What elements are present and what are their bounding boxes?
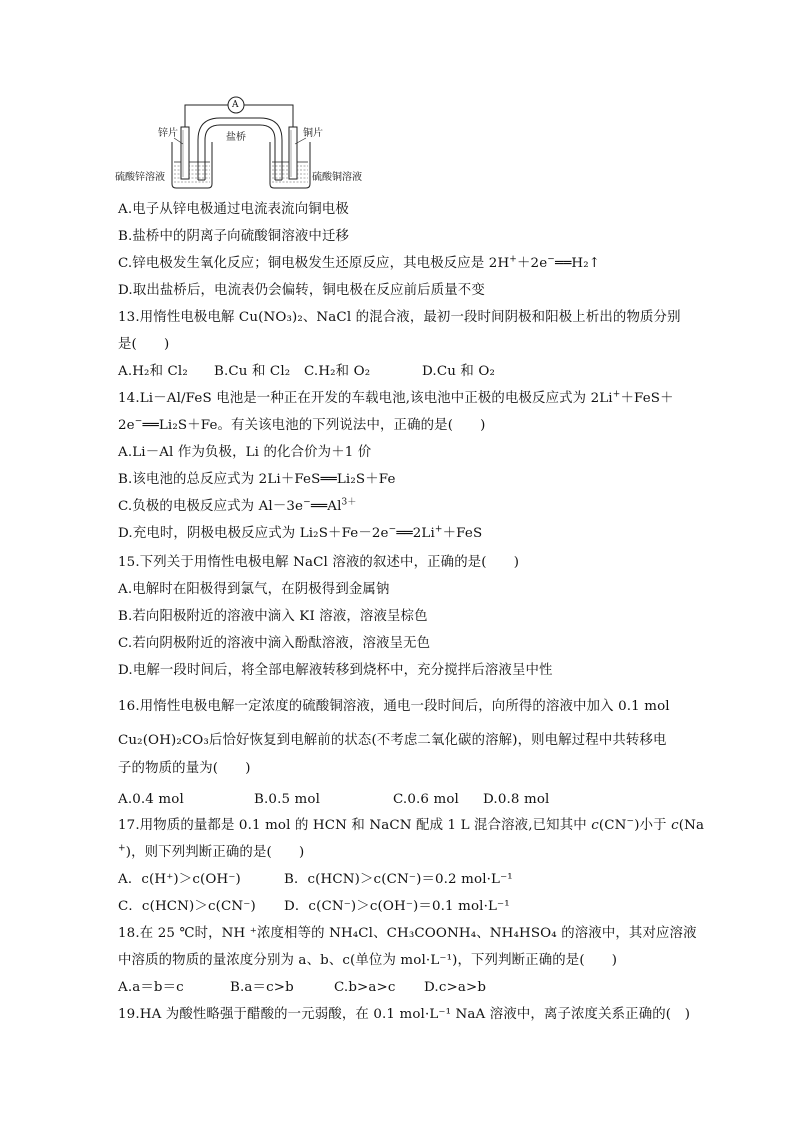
q17-option-b: B．c(HCN)＞c(CN⁻)＝0.2 mol·L⁻¹ bbox=[284, 872, 513, 887]
q17-option-d: D．c(CN⁻)＞c(OH⁻)＝0.1 mol·L⁻¹ bbox=[284, 899, 510, 914]
q14-option-c bbox=[118, 498, 357, 516]
q12-c-sup1: + bbox=[509, 254, 517, 265]
q14-d-sup1: − bbox=[388, 524, 397, 535]
q18-stem1: 18.在 25 ℃时，NH ⁺浓度相等的 NH₄Cl、CH₃COONH₄、NH₄HSO₄ 的溶液中，其对应溶液 bbox=[118, 926, 697, 941]
q15-a-text: A.电解时在阳极得到氯气，在阴极得到金属钠 bbox=[118, 582, 390, 597]
q12-c-mid: ＋2e bbox=[517, 256, 548, 271]
q16-option-b: B.0.5 mol bbox=[254, 792, 321, 807]
q13-stem-line1 bbox=[118, 309, 681, 327]
q16-options bbox=[118, 791, 549, 809]
galvanic-cell-diagram bbox=[115, 92, 400, 192]
q14-d-post: ＋FeS bbox=[442, 526, 483, 541]
q17-stem1-post: )小于 bbox=[634, 818, 672, 833]
galvanic-cell-drawing bbox=[150, 92, 400, 192]
q18-stem-line1 bbox=[118, 925, 697, 943]
q15-b-text: B.若向阳极附近的溶液中滴入 KI 溶液，溶液呈棕色 bbox=[118, 609, 428, 624]
q15-option-a bbox=[118, 581, 390, 599]
q14-stem1-sup: + bbox=[612, 389, 621, 400]
q14-stem-line1 bbox=[118, 390, 674, 408]
q16-stem1: 16.用惰性电极电解一定浓度的硫酸铜溶液，通电一段时间后，向所得的溶液中加入 0.1 mol bbox=[118, 699, 670, 714]
q12-d-text: D.取出盐桥后，电流表仍会偏转，铜电极在反应前后质量不变 bbox=[118, 283, 485, 298]
ammeter-symbol: A bbox=[232, 100, 239, 110]
q14-d-mid: ══2Li bbox=[396, 526, 435, 541]
q12-option-d bbox=[118, 282, 485, 300]
q17-stem-line2 bbox=[118, 844, 304, 862]
q14-stem1-post: ＋FeS＋ bbox=[620, 391, 674, 406]
q17-stem1-c2: c bbox=[671, 818, 679, 833]
q12-option-b bbox=[118, 228, 349, 246]
q13-option-d: D.Cu 和 O₂ bbox=[422, 364, 495, 379]
q16-option-a: A.0.4 mol bbox=[118, 792, 184, 807]
q18-stem-line2 bbox=[118, 952, 617, 970]
q15-option-b bbox=[118, 608, 428, 626]
left-solution-label: 硫酸锌溶液 bbox=[115, 172, 165, 183]
q16-stem-line1 bbox=[118, 698, 670, 716]
q17-stem1-mid: (CN bbox=[598, 818, 627, 833]
q15-option-c bbox=[118, 635, 430, 653]
q17-stem1-sup: − bbox=[626, 816, 635, 827]
q14-c-pre: C.负极的电极反应式为 Al－3e bbox=[118, 499, 304, 514]
q18-option-c: C.b>a>c bbox=[334, 980, 396, 995]
q14-stem-line2 bbox=[118, 417, 486, 435]
q12-b-text: B.盐桥中的阴离子向硫酸铜溶液中迁移 bbox=[118, 229, 350, 244]
q19-stem bbox=[118, 1006, 690, 1024]
q17-stem2-sup: + bbox=[118, 843, 126, 854]
q14-stem2-sup: − bbox=[134, 416, 143, 427]
q18-option-d: D.c>a>b bbox=[424, 980, 487, 995]
q17-stem-line1 bbox=[118, 817, 704, 835]
q14-c-sup2: 3＋ bbox=[341, 497, 357, 508]
q17-option-a: A．c(H⁺)＞c(OH⁻) bbox=[118, 872, 241, 887]
q12-option-c bbox=[118, 255, 600, 273]
q14-d-pre: D.充电时，阴极电极反应式为 Li₂S＋Fe－2e bbox=[118, 526, 389, 541]
q17-stem1-end: (Na bbox=[678, 818, 705, 833]
q14-c-mid: ══Al bbox=[310, 499, 342, 514]
q17-stem2-post: )，则下列判断正确的是( ) bbox=[125, 845, 305, 860]
q12-c-sup2: − bbox=[547, 254, 555, 265]
q16-stem2: Cu₂(OH)₂CO₃后恰好恢复到电解前的状态(不考虑二氧化碳的溶解)，则电解过程中共转移电 bbox=[118, 733, 667, 748]
q14-stem1-pre: 14.Li－Al/FeS 电池是一种正在开发的车载电池,该电池中正极的电极反应式为 2Li bbox=[118, 391, 613, 406]
q13-option-b: B.Cu 和 Cl₂ bbox=[214, 364, 291, 379]
q14-option-a bbox=[118, 444, 371, 462]
q12-a-text: A.电子从锌电极通过电流表流向铜电极 bbox=[118, 202, 349, 217]
zinc-label: 锌片 bbox=[158, 128, 178, 139]
q12-option-a bbox=[118, 201, 349, 219]
q13-stem1: 13.用惰性电极电解 Cu(NO₃)₂、NaCl 的混合液，最初一段时间阴极和阳极上析出的物质分别 bbox=[118, 310, 681, 325]
q15-stem-text: 15.下列关于用惰性电极电解 NaCl 溶液的叙述中，正确的是( ) bbox=[118, 555, 520, 570]
q14-stem2-pre: 2e bbox=[118, 418, 135, 433]
q15-option-d bbox=[118, 662, 553, 680]
q18-option-b: B.a＝c>b bbox=[230, 980, 294, 995]
copper-electrode-icon bbox=[289, 127, 297, 179]
q12-c-post: ══H₂↑ bbox=[555, 256, 601, 271]
right-solution-label: 硫酸铜溶液 bbox=[312, 172, 362, 183]
q12-c-pre: C.锌电极发生氧化反应；铜电极发生还原反应，其电极反应是 2H bbox=[118, 256, 510, 271]
q13-option-a: A.H₂和 Cl₂ bbox=[118, 364, 188, 379]
q14-option-b bbox=[118, 471, 396, 489]
q13-options bbox=[118, 363, 495, 381]
q14-d-sup2: + bbox=[434, 524, 443, 535]
q18-options bbox=[118, 979, 486, 997]
q18-option-a: A.a＝b＝c bbox=[118, 980, 184, 995]
q13-option-c: C.H₂和 O₂ bbox=[304, 364, 371, 379]
q16-option-d: D.0.8 mol bbox=[483, 792, 550, 807]
q16-option-c: C.0.6 mol bbox=[393, 792, 459, 807]
zinc-electrode-icon bbox=[181, 127, 189, 179]
left-beaker-icon bbox=[172, 142, 212, 188]
q14-c-sup1: − bbox=[303, 497, 311, 508]
q16-stem-line2 bbox=[118, 732, 667, 750]
q17-options-row1 bbox=[118, 871, 513, 889]
q17-stem1-c: c bbox=[591, 818, 599, 833]
q13-stem-line2 bbox=[118, 336, 169, 354]
q16-stem3: 子的物质的量为( ) bbox=[118, 761, 251, 776]
q15-c-text: C.若向阴极附近的溶液中滴入酚酞溶液，溶液呈无色 bbox=[118, 636, 431, 651]
q17-options-row2 bbox=[118, 898, 510, 916]
copper-label: 铜片 bbox=[303, 128, 323, 139]
q14-a-text: A.Li－Al 作为负极，Li 的化合价为＋1 价 bbox=[118, 445, 372, 460]
q19-stem-text: 19.HA 为酸性略强于醋酸的一元弱酸，在 0.1 mol·L⁻¹ NaA 溶液中，离子浓度关系正确的( ) bbox=[118, 1007, 691, 1022]
q16-stem-line3 bbox=[118, 760, 251, 778]
q17-stem1-pre: 17.用物质的量都是 0.1 mol 的 HCN 和 NaCN 配成 1 L 混合溶液,已知其中 bbox=[118, 818, 592, 833]
q15-d-text: D.电解一段时间后，将全部电解液转移到烧杯中，充分搅拌后溶液呈中性 bbox=[118, 663, 553, 678]
q13-stem2: 是( ) bbox=[118, 337, 170, 352]
q14-stem2-post: ══Li₂S＋Fe。有关该电池的下列说法中，正确的是( ) bbox=[142, 418, 486, 433]
salt-bridge-label: 盐桥 bbox=[226, 132, 246, 143]
q15-stem bbox=[118, 554, 519, 572]
q14-b-text: B.该电池的总反应式为 2Li＋FeS══Li₂S＋Fe bbox=[118, 472, 396, 487]
q14-option-d bbox=[118, 525, 482, 543]
q17-option-c: C．c(HCN)＞c(CN⁻) bbox=[118, 899, 256, 914]
q18-stem2: 中溶质的物质的量浓度分别为 a、b、c(单位为 mol·L⁻¹)，下列判断正确的是( ) bbox=[118, 953, 618, 968]
